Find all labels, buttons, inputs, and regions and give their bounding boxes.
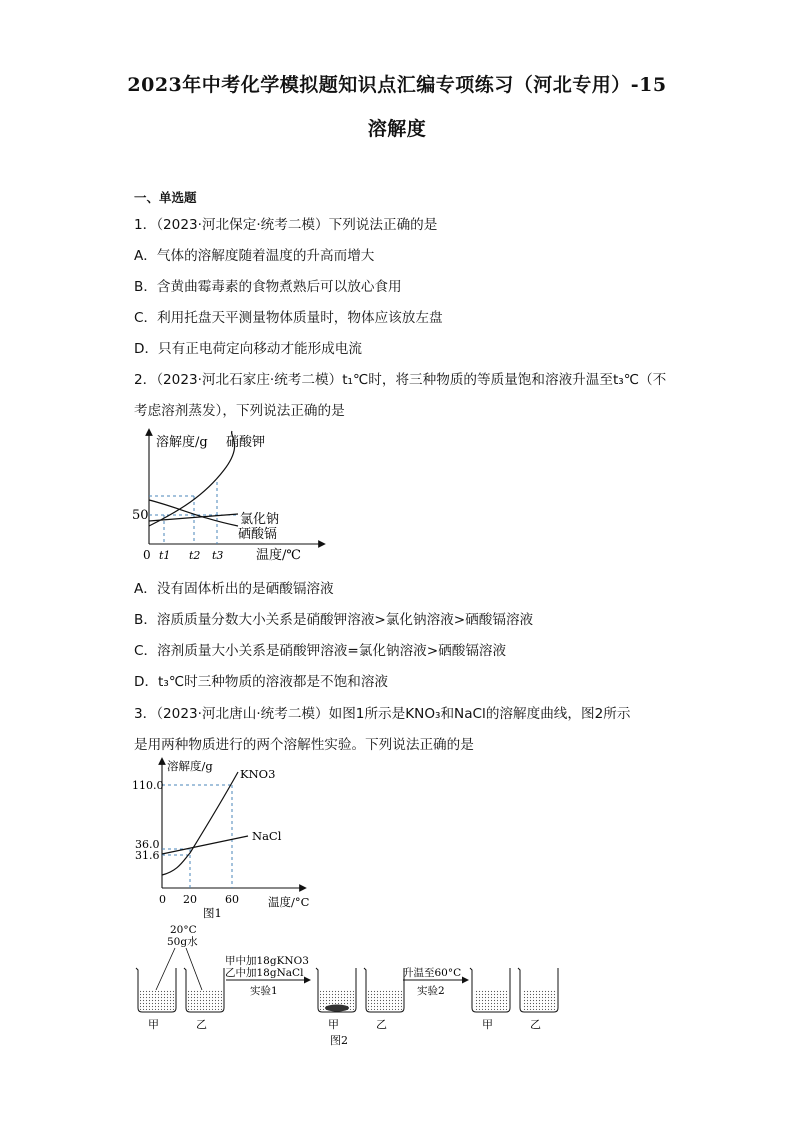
- beaker-3: [316, 968, 356, 1012]
- doc-title-line1: 2023年中考化学模拟题知识点汇编专项练习（河北专用）-15: [127, 74, 667, 96]
- beaker-2-label: 乙: [196, 1018, 207, 1031]
- beaker-6: [518, 968, 558, 1012]
- q1-option-a: A．气体的溶解度随着温度的升高而增大: [134, 248, 375, 264]
- q2-x-label: 温度/℃: [256, 548, 301, 563]
- q3-y-label: 溶解度/g: [167, 759, 213, 773]
- fig2-caption: 图2: [330, 1034, 348, 1047]
- q2-y-label: 溶解度/g: [156, 435, 208, 450]
- q1-option-c: C．利用托盘天平测量物体质量时，物体应该放左盘: [134, 310, 443, 326]
- q3-solubility-graph: [128, 757, 328, 922]
- beaker-1: [136, 968, 176, 1012]
- q3-label-nacl: NaCl: [252, 829, 282, 843]
- section-heading: 一、单选题: [134, 190, 197, 205]
- beaker-4: [364, 968, 404, 1012]
- q2-option-d: D．t₃℃时三种物质的溶液都是不饱和溶液: [134, 674, 389, 690]
- step1-label: 实验1: [250, 985, 278, 997]
- beaker-1-label: 甲: [148, 1018, 159, 1031]
- beaker-3-label: 甲: [328, 1018, 339, 1031]
- step2-text: 升温至60°C: [403, 967, 462, 979]
- q2-option-a: A．没有固体析出的是硒酸镉溶液: [134, 581, 334, 597]
- beaker-4-label: 乙: [376, 1018, 387, 1031]
- q2-origin: 0: [143, 548, 151, 562]
- q3-origin: 0: [159, 893, 166, 906]
- fig2-condition-water: 50g水: [167, 936, 198, 948]
- q3-y-tick-110: 110.0: [132, 779, 164, 792]
- q3-curve-nacl: [162, 836, 248, 854]
- beaker-6-label: 乙: [530, 1018, 541, 1031]
- step1-text-2: 乙中加18gNaCl: [225, 967, 304, 979]
- q2-x-tick-t1: t1: [159, 549, 171, 562]
- q1-option-d: D．只有正电荷定向移动才能形成电流: [134, 341, 362, 357]
- q3-stem-line2: 是用两种物质进行的两个溶解性实验。下列说法正确的是: [134, 737, 474, 753]
- q2-stem-line1: 2．（2023·河北石家庄·统考二模）t₁℃时，将三种物质的等质量饱和溶液升温至t₃℃（不: [134, 372, 667, 388]
- q2-stem-line2: 考虑溶剂蒸发），下列说法正确的是: [134, 403, 345, 419]
- beaker-5-label: 甲: [482, 1018, 493, 1031]
- q3-experiment-figure: [130, 924, 570, 1049]
- q2-label-nacl: 氯化钠: [240, 512, 280, 527]
- q2-y-tick-50: 50: [132, 508, 149, 523]
- q3-fig1-caption: 图1: [203, 906, 222, 920]
- fig2-condition-temp: 20°C: [170, 924, 197, 936]
- q3-stem-line1: 3．（2023·河北唐山·统考二模）如图1所示是KNO₃和NaCl的溶解度曲线，图2所示: [134, 706, 631, 722]
- q3-x-tick-20: 20: [183, 893, 197, 906]
- fig2-pointer-left: [156, 948, 175, 990]
- q3-label-kno3: KNO3: [240, 767, 276, 781]
- q2-label-kno3: 硝酸钾: [226, 435, 266, 450]
- fig2-pointer-right: [186, 948, 202, 990]
- q2-option-b: B．溶质质量分数大小关系是硝酸钾溶液>氯化钠溶液>硒酸镉溶液: [134, 612, 534, 628]
- q2-solubility-graph: [134, 426, 334, 570]
- beaker-2: [184, 968, 224, 1012]
- q1-option-b: B．含黄曲霉毒素的食物煮熟后可以放心食用: [134, 279, 402, 295]
- q1-stem: 1．（2023·河北保定·统考二模）下列说法正确的是: [134, 217, 438, 233]
- step2-label: 实验2: [417, 985, 445, 997]
- q3-y-tick-36: 36.0: [135, 838, 160, 851]
- q2-x-tick-t3: t3: [212, 549, 224, 562]
- q3-curve-kno3: [162, 772, 238, 875]
- q3-y-tick-316: 31.6: [135, 849, 160, 862]
- doc-title-line2: 溶解度: [367, 118, 427, 140]
- q2-label-cdse: 硒酸镉: [238, 527, 278, 542]
- q3-x-tick-60: 60: [225, 893, 239, 906]
- q3-x-label: 温度/°C: [268, 895, 310, 909]
- step1-text-1: 甲中加18gKNO3: [225, 955, 309, 967]
- q2-option-c: C．溶剂质量大小关系是硝酸钾溶液=氯化钠溶液>硒酸镉溶液: [134, 643, 507, 659]
- beaker-5: [470, 968, 510, 1012]
- q2-x-tick-t2: t2: [189, 549, 201, 562]
